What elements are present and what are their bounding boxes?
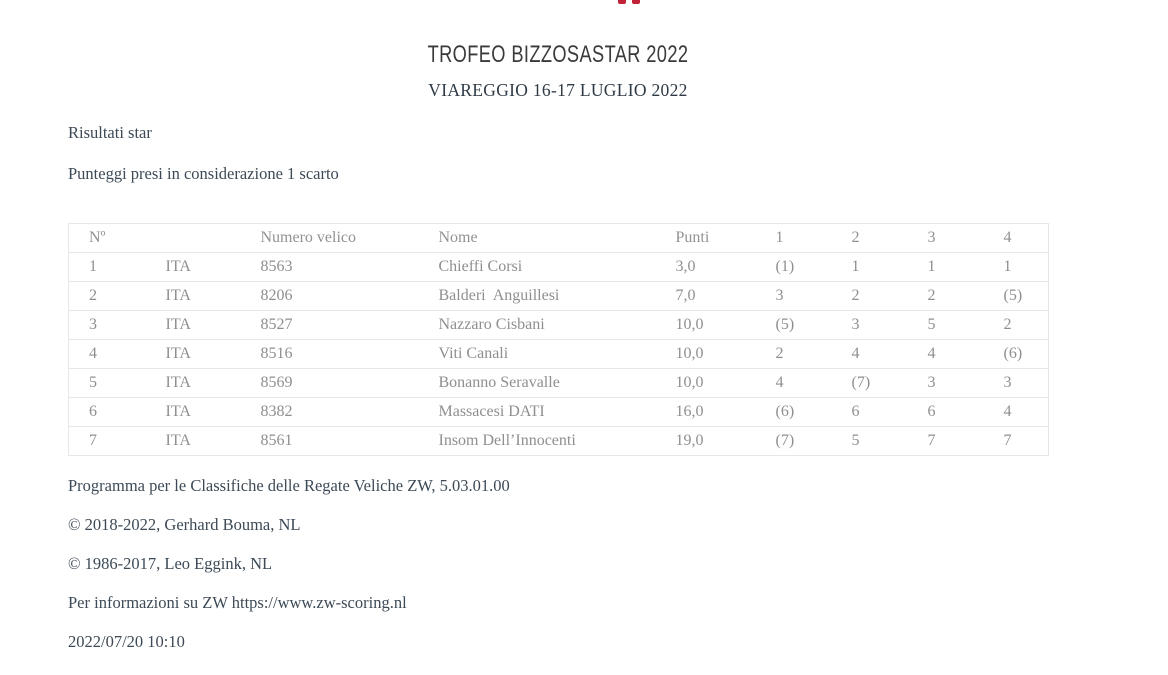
cell-race-3: 3: [908, 368, 984, 397]
cell-position: 7: [69, 426, 146, 455]
cell-race-2: 2: [832, 281, 908, 310]
cell-country: ITA: [146, 426, 241, 455]
cell-sail-number: 8516: [241, 339, 419, 368]
cell-points: 7,0: [656, 281, 756, 310]
header-race-2: 2: [832, 223, 908, 252]
cell-position: 1: [69, 252, 146, 281]
cell-race-2: 4: [832, 339, 908, 368]
cell-name: Bonanno Seravalle: [419, 368, 656, 397]
cell-race-1: (6): [756, 397, 832, 426]
header-name: Nome: [419, 223, 656, 252]
cell-race-1: 4: [756, 368, 832, 397]
cell-race-3: 7: [908, 426, 984, 455]
zw-info-text: Per informazioni su ZW https://www.zw-scoring.nl: [68, 593, 407, 613]
cell-position: 4: [69, 339, 146, 368]
generated-timestamp: 2022/07/20 10:10: [68, 632, 185, 652]
cell-name: Balderi Anguillesi: [419, 281, 656, 310]
copyright-bouma-text: © 2018-2022, Gerhard Bouma, NL: [68, 514, 301, 534]
cell-race-3: 2: [908, 281, 984, 310]
cell-race-2: (7): [832, 368, 908, 397]
page-subtitle: VIAREGGIO 16-17 LUGLIO 2022: [428, 80, 688, 101]
cell-sail-number: 8206: [241, 281, 419, 310]
cell-country: ITA: [146, 397, 241, 426]
cell-race-2: 6: [832, 397, 908, 426]
table-row: [69, 281, 1049, 310]
copyright-eggink-text: © 1986-2017, Leo Eggink, NL: [68, 553, 273, 573]
cell-race-4: 7: [984, 426, 1049, 455]
cell-race-3: 5: [908, 310, 984, 339]
cell-points: 19,0: [656, 426, 756, 455]
cell-race-2: 3: [832, 310, 908, 339]
cell-race-1: (7): [756, 426, 832, 455]
header-race-3: 3: [908, 223, 984, 252]
cell-position: 5: [69, 368, 146, 397]
cell-country: ITA: [146, 339, 241, 368]
header-points: Punti: [656, 223, 756, 252]
header-country: [146, 223, 241, 252]
cell-race-4: 4: [984, 397, 1049, 426]
cell-race-2: 5: [832, 426, 908, 455]
table-row: [69, 426, 1049, 455]
cell-country: ITA: [146, 310, 241, 339]
table-row: [69, 397, 1049, 426]
cell-race-1: (5): [756, 310, 832, 339]
cell-sail-number: 8382: [241, 397, 419, 426]
cell-name: Viti Canali: [419, 339, 656, 368]
table-row: [69, 310, 1049, 339]
cell-name: Massacesi DATI: [419, 397, 656, 426]
heading-block: [68, 0, 1048, 101]
cell-race-4: 1: [984, 252, 1049, 281]
logo-fragment-left: [618, 0, 626, 4]
cell-sail-number: 8569: [241, 368, 419, 397]
cell-country: ITA: [146, 281, 241, 310]
results-table: [68, 223, 1049, 456]
program-version-text: Programma per le Classifiche delle Regate Veliche ZW, 5.03.01.00: [68, 475, 510, 495]
header-race-4: 4: [984, 223, 1049, 252]
cell-race-4: 2: [984, 310, 1049, 339]
header-sail-number: Numero velico: [241, 223, 419, 252]
table-header-row: [69, 223, 1049, 252]
scoring-note: Punteggi presi in considerazione 1 scarto: [68, 163, 339, 183]
cell-country: ITA: [146, 368, 241, 397]
cell-race-3: 4: [908, 339, 984, 368]
cell-race-1: 3: [756, 281, 832, 310]
cell-position: 2: [69, 281, 146, 310]
cell-name: Insom Dell’Innocenti: [419, 426, 656, 455]
cell-race-4: (6): [984, 339, 1049, 368]
results-class-label: Risultati star: [68, 123, 152, 143]
cell-sail-number: 8561: [241, 426, 419, 455]
cell-position: 3: [69, 310, 146, 339]
table-row: [69, 252, 1049, 281]
main-content: [68, 0, 1048, 651]
cell-sail-number: 8563: [241, 252, 419, 281]
cell-points: 10,0: [656, 368, 756, 397]
footer-block: [68, 477, 1048, 652]
cell-position: 6: [69, 397, 146, 426]
header-race-1: 1: [756, 223, 832, 252]
cell-race-2: 1: [832, 252, 908, 281]
logo-fragment-right: [632, 0, 640, 4]
cell-name: Chieffi Corsi: [419, 252, 656, 281]
cell-race-4: 3: [984, 368, 1049, 397]
cell-race-3: 1: [908, 252, 984, 281]
cell-race-1: 2: [756, 339, 832, 368]
cell-race-3: 6: [908, 397, 984, 426]
header-position: Nº: [69, 223, 146, 252]
cell-points: 16,0: [656, 397, 756, 426]
cell-name: Nazzaro Cisbani: [419, 310, 656, 339]
cell-race-1: (1): [756, 252, 832, 281]
cell-points: 10,0: [656, 310, 756, 339]
page-title: TROFEO BIZZOSASTAR 2022: [427, 41, 689, 68]
logo-fragment-icon: [618, 0, 640, 4]
cell-points: 3,0: [656, 252, 756, 281]
cell-points: 10,0: [656, 339, 756, 368]
cell-country: ITA: [146, 252, 241, 281]
cell-race-4: (5): [984, 281, 1049, 310]
cell-sail-number: 8527: [241, 310, 419, 339]
table-row: [69, 339, 1049, 368]
table-row: [69, 368, 1049, 397]
